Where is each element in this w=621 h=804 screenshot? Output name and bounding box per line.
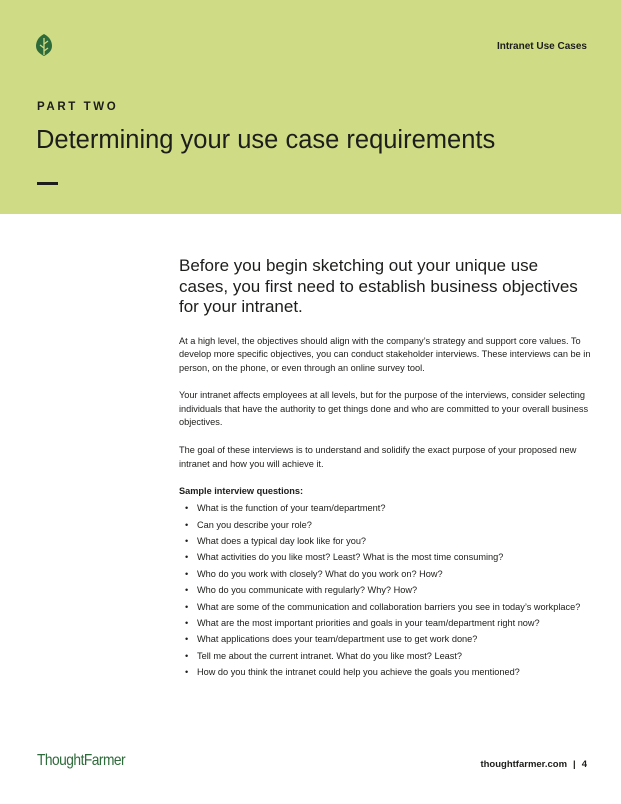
- title-divider: [37, 182, 58, 185]
- question-text: Who do you communicate with regularly? Why? How?: [197, 585, 418, 596]
- list-item: • What are some of the communication and collaboration barriers you see in today’s workplace?: [185, 601, 581, 612]
- footer-right: [480, 759, 587, 770]
- question-text: Who do you work with closely? What do you work on? How?: [197, 568, 443, 579]
- header-band: [0, 0, 621, 214]
- question-text: What applications does your team/department use to get work done?: [197, 634, 478, 645]
- list-item: • Tell me about the current intranet. What do you like most? Least?: [185, 650, 463, 661]
- body-paragraph: The goal of these interviews is to understand and solidify the exact purpose of your proposed new intranet and how you will achieve it.: [179, 445, 577, 469]
- body-paragraph: At a high level, the objectives should align with the company’s strategy and support core values. To develop more specific objectives, you can conduct stakeholder interviews. These interviews can be in person, on the phone, or even through an online survey tool.: [179, 335, 591, 373]
- part-label: PART TWO: [37, 101, 119, 113]
- brand-logo: ThoughtFarmer: [37, 752, 126, 769]
- question-text: What are some of the communication and collaboration barriers you see in today’s workplace?: [197, 601, 581, 612]
- list-item: • Who do you work with closely? What do you work on? How?: [185, 568, 443, 579]
- list-item: • Can you describe your role?: [185, 519, 312, 530]
- document-label: Intranet Use Cases: [496, 41, 587, 52]
- question-text: How do you think the intranet could help you achieve the goals you mentioned?: [197, 667, 520, 678]
- lede-paragraph: Before you begin sketching out your unique use cases, you first need to establish business objectives for your intranet.: [179, 256, 578, 316]
- page-title: Determining your use case requirements: [36, 126, 496, 154]
- page-number: 4: [581, 759, 587, 770]
- question-text: What are the most important priorities and goals in your team/department right now?: [197, 617, 540, 628]
- questions-heading: Sample interview questions:: [179, 486, 304, 497]
- website-link[interactable]: thoughtfarmer.com: [480, 759, 568, 770]
- question-text: What activities do you like most? Least? What is the most time consuming?: [197, 552, 504, 563]
- list-item: • What is the function of your team/department?: [185, 503, 386, 514]
- list-item: • What does a typical day look like for you?: [185, 536, 367, 547]
- leaf-icon: [35, 34, 53, 56]
- list-item: • What applications does your team/department use to get work done?: [185, 634, 478, 645]
- list-item: • What are the most important priorities and goals in your team/department right now?: [185, 617, 540, 628]
- questions-list: [179, 502, 591, 679]
- body-paragraph: Your intranet affects employees at all levels, but for the purpose of the interviews, consider selecting individuals that have the authority to get things done and who are committed to your overall business objectives.: [179, 390, 589, 428]
- question-text: What does a typical day look like for you?: [197, 536, 367, 547]
- list-item: • How do you think the intranet could help you achieve the goals you mentioned?: [185, 667, 520, 678]
- question-text: Can you describe your role?: [197, 519, 312, 530]
- footer-separator: |: [573, 759, 576, 770]
- list-item: • What activities do you like most? Least? What is the most time consuming?: [185, 552, 504, 563]
- question-text: What is the function of your team/department?: [197, 503, 386, 514]
- question-text: Tell me about the current intranet. What do you like most? Least?: [197, 650, 463, 661]
- main-content: [179, 256, 591, 683]
- list-item: • Who do you communicate with regularly? Why? How?: [185, 585, 418, 596]
